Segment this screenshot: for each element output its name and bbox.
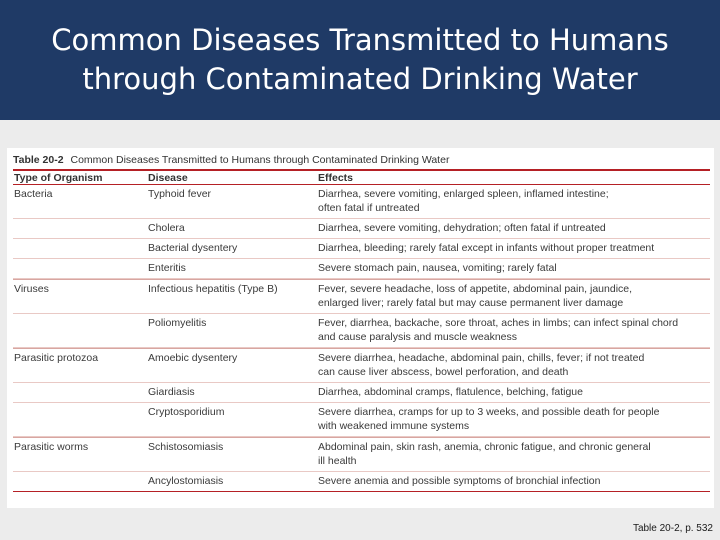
effects-line: ill health	[318, 455, 357, 467]
slide-title-line-1: Common Diseases Transmitted to Humans	[51, 23, 669, 57]
effects-cell	[318, 261, 708, 275]
table-row	[13, 259, 710, 279]
disease-table-panel	[7, 148, 714, 508]
disease-cell: Ancylostomiasis	[148, 475, 224, 487]
table-row	[13, 403, 710, 437]
organism-type-cell: Parasitic worms	[14, 441, 89, 453]
table-caption	[13, 152, 710, 169]
effects-line: Diarrhea, abdominal cramps, flatulence, belching, fatigue	[318, 386, 583, 398]
effects-cell	[318, 221, 708, 235]
effects-line: Diarrhea, bleeding; rarely fatal except in infants without proper treatment	[318, 242, 655, 254]
title-banner	[0, 0, 720, 120]
disease-cell: Cryptosporidium	[148, 406, 225, 418]
disease-cell: Giardiasis	[148, 386, 195, 398]
disease-cell: Poliomyelitis	[148, 317, 207, 329]
table-row	[13, 472, 710, 492]
effects-cell	[318, 351, 708, 379]
organism-type-cell	[13, 385, 148, 399]
organism-type-cell: Bacteria	[14, 188, 53, 200]
table-caption-text: Common Diseases Transmitted to Humans through Contaminated Drinking Water	[70, 154, 450, 166]
effects-line: with weakened immune systems	[318, 420, 470, 432]
table-body	[13, 185, 710, 492]
effects-cell	[318, 316, 708, 344]
organism-type-cell	[13, 221, 148, 235]
effects-line: Severe diarrhea, headache, abdominal pain, chills, fever; if not treated	[318, 352, 645, 364]
table-header-row	[13, 169, 710, 185]
table-row	[13, 279, 710, 314]
table-row	[13, 239, 710, 259]
table-row	[13, 185, 710, 219]
effects-cell	[318, 440, 708, 468]
organism-type-cell: Parasitic protozoa	[14, 352, 99, 364]
effects-line: Severe stomach pain, nausea, vomiting; rarely fatal	[318, 262, 557, 274]
header-effects: Effects	[318, 171, 354, 184]
disease-cell: Enteritis	[148, 262, 186, 274]
organism-type-cell: Viruses	[14, 283, 49, 295]
disease-cell: Typhoid fever	[148, 188, 212, 200]
organism-type-cell	[13, 316, 148, 344]
effects-cell	[318, 474, 708, 488]
effects-cell	[318, 187, 708, 215]
table-row	[13, 437, 710, 472]
effects-line: can cause liver abscess, bowel perforation, and death	[318, 366, 569, 378]
effects-cell	[318, 282, 708, 310]
effects-line: Abdominal pain, skin rash, anemia, chronic fatigue, and chronic general	[318, 441, 651, 453]
organism-type-cell	[13, 474, 148, 488]
table-caption-number: Table 20-2	[13, 154, 64, 166]
table-reference: Table 20-2, p. 532	[632, 523, 713, 534]
table-row	[13, 383, 710, 403]
effects-line: enlarged liver; rarely fatal but may cause permanent liver damage	[318, 297, 624, 309]
table-row	[13, 348, 710, 383]
disease-cell: Bacterial dysentery	[148, 242, 238, 254]
header-type-of-organism: Type of Organism	[14, 171, 103, 184]
effects-cell	[318, 385, 708, 399]
disease-cell: Cholera	[148, 222, 185, 234]
disease-cell: Schistosomiasis	[148, 441, 224, 453]
disease-cell: Infectious hepatitis (Type B)	[148, 283, 278, 295]
effects-line: Severe anemia and possible symptoms of bronchial infection	[318, 475, 601, 487]
table-row	[13, 219, 710, 239]
effects-line: Diarrhea, severe vomiting, enlarged spleen, inflamed intestine;	[318, 188, 609, 200]
slide-title-line-2: through Contaminated Drinking Water	[82, 62, 638, 96]
effects-line: often fatal if untreated	[318, 202, 420, 214]
table-row	[13, 314, 710, 348]
effects-line: and cause paralysis and muscle weakness	[318, 331, 518, 343]
effects-cell	[318, 241, 708, 255]
effects-line: Fever, diarrhea, backache, sore throat, aches in limbs; can infect spinal chord	[318, 317, 679, 329]
effects-line: Severe diarrhea, cramps for up to 3 weeks, and possible death for people	[318, 406, 660, 418]
header-disease: Disease	[148, 171, 188, 184]
organism-type-cell	[13, 261, 148, 275]
effects-line: Diarrhea, severe vomiting, dehydration; often fatal if untreated	[318, 222, 606, 234]
organism-type-cell	[13, 241, 148, 255]
disease-cell: Amoebic dysentery	[148, 352, 238, 364]
effects-line: Fever, severe headache, loss of appetite, abdominal pain, jaundice,	[318, 283, 633, 295]
effects-cell	[318, 405, 708, 433]
organism-type-cell	[13, 405, 148, 433]
